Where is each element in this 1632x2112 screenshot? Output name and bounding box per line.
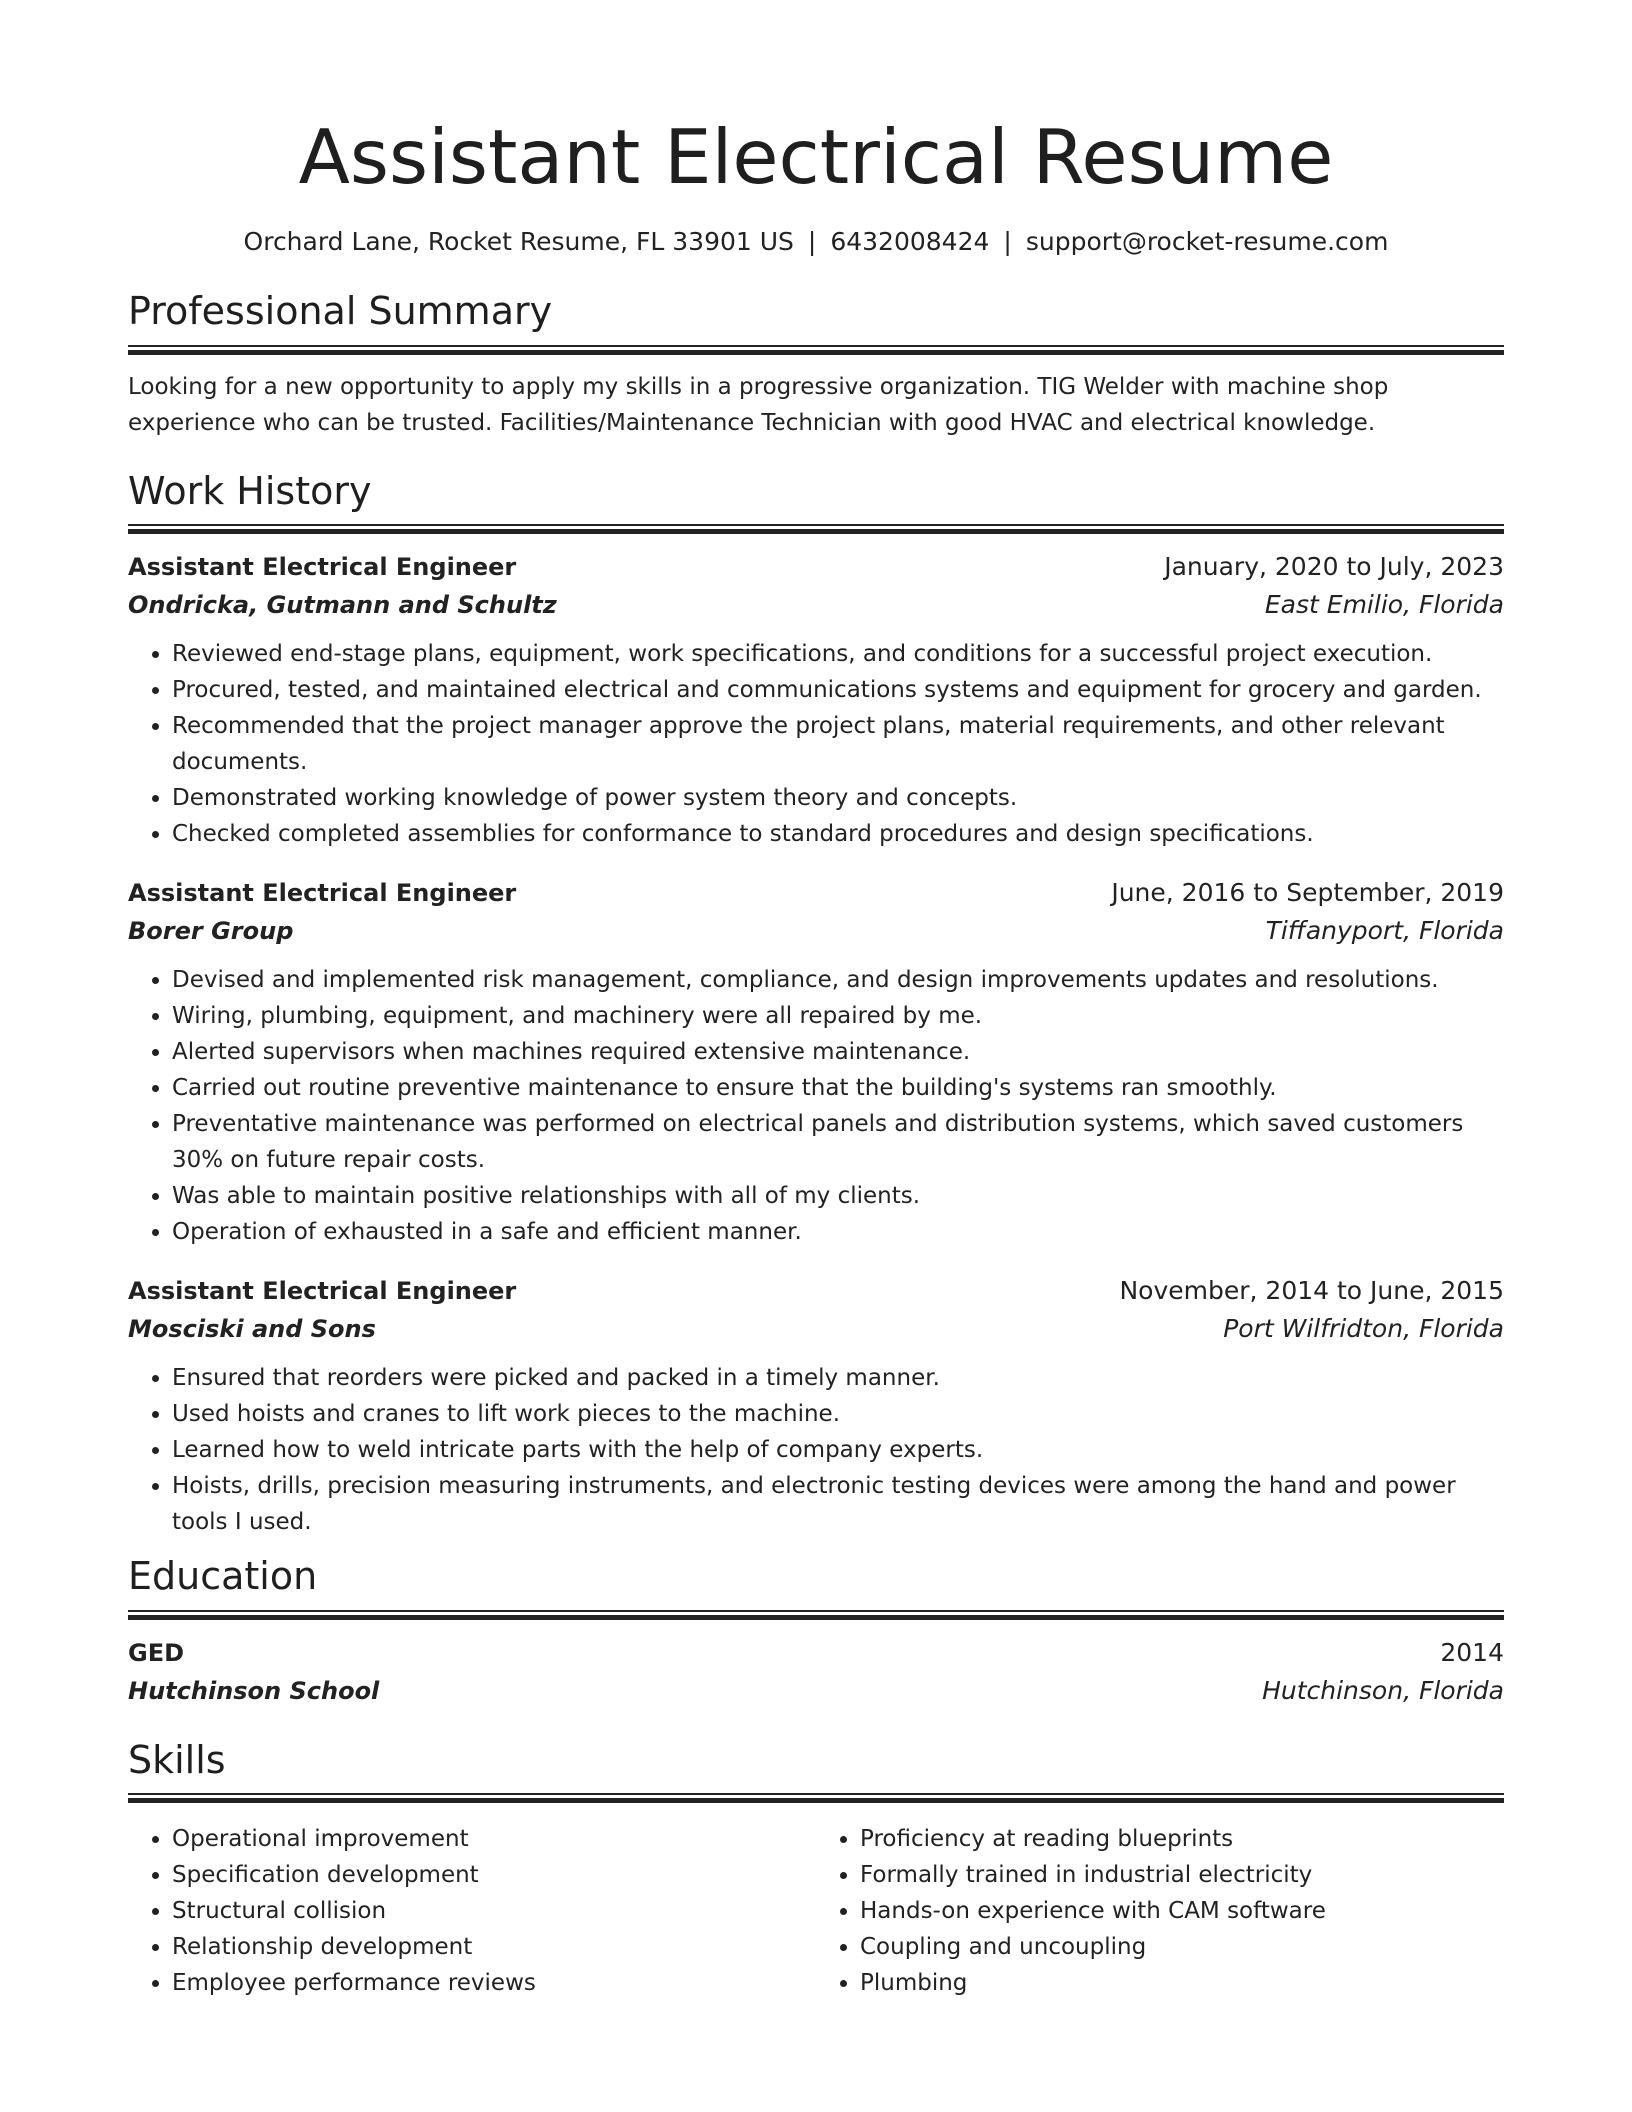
section-divider <box>128 1610 1504 1620</box>
education-section <box>128 1554 1504 1710</box>
contact-email[interactable]: support@rocket-resume.com <box>1025 227 1389 256</box>
job-header-row <box>128 874 1504 912</box>
section-heading-summary: Professional Summary <box>128 289 553 333</box>
job-bullet: • Learned how to weld intricate parts with the help of company experts. <box>172 1432 1504 1468</box>
job-bullet: • Demonstrated working knowledge of power system theory and concepts. <box>172 780 1504 816</box>
job-bullet: • Checked completed assemblies for conformance to standard procedures and design specifications. <box>172 816 1504 852</box>
skills-section <box>128 1738 1504 2002</box>
job-entry <box>128 548 1504 852</box>
section-divider <box>128 345 1504 355</box>
job-bullet: • Alerted supervisors when machines required extensive maintenance. <box>172 1034 1504 1070</box>
skills-list-left <box>128 1821 816 2001</box>
section-divider <box>128 1793 1504 1803</box>
job-header-row <box>128 1272 1504 1310</box>
job-bullet: • Was able to maintain positive relationships with all of my clients. <box>172 1178 1504 1214</box>
job-company: Borer Group <box>128 917 294 946</box>
job-bullet: • Wiring, plumbing, equipment, and machinery were all repaired by me. <box>172 998 1504 1034</box>
job-bullets <box>128 1360 1504 1540</box>
job-title: Assistant Electrical Engineer <box>128 553 517 582</box>
skills-columns <box>128 1817 1504 2001</box>
contact-line <box>128 224 1504 259</box>
section-heading-education: Education <box>128 1554 318 1599</box>
job-bullet: • Operation of exhausted in a safe and efficient manner. <box>172 1214 1504 1250</box>
job-bullet: • Devised and implemented risk management, compliance, and design improvements updates and resolutions. <box>172 962 1504 998</box>
education-location: Hutchinson, Florida <box>1262 1675 1504 1705</box>
job-bullet: • Ensured that reorders were picked and packed in a timely manner. <box>172 1360 1504 1396</box>
section-divider <box>128 524 1504 534</box>
job-location: East Emilio, Florida <box>1264 590 1504 620</box>
job-dates: November, 2014 to June, 2015 <box>1119 1276 1504 1306</box>
job-location: Tiffanyport, Florida <box>1265 916 1504 946</box>
skill-item: • Proficiency at reading blueprints <box>860 1821 1504 1857</box>
job-bullet: • Procured, tested, and maintained electrical and communications systems and equipment for grocery and garden. <box>172 672 1504 708</box>
job-entry <box>128 1272 1504 1540</box>
job-bullet: • Hoists, drills, precision measuring instruments, and electronic testing devices were among the hand and power tools I used. <box>172 1468 1504 1540</box>
job-dates: January, 2020 to July, 2023 <box>1164 552 1504 582</box>
education-header-row <box>128 1634 1504 1672</box>
job-bullet: • Used hoists and cranes to lift work pieces to the machine. <box>172 1396 1504 1432</box>
skills-list-right <box>816 1821 1504 2001</box>
section-heading-work: Work History <box>128 468 372 513</box>
skill-item: • Specification development <box>172 1857 816 1893</box>
skill-item: • Hands-on experience with CAM software <box>860 1893 1504 1929</box>
job-title: Assistant Electrical Engineer <box>128 879 517 908</box>
contact-phone[interactable]: 6432008424 <box>830 227 990 256</box>
education-school-row <box>128 1672 1504 1710</box>
contact-separator: | <box>1003 227 1012 256</box>
job-bullet: • Reviewed end-stage plans, equipment, work specifications, and conditions for a successful project execution. <box>172 636 1504 672</box>
job-company-row <box>128 912 1504 950</box>
job-bullet: • Carried out routine preventive maintenance to ensure that the building's systems ran smoothly. <box>172 1070 1504 1106</box>
job-company: Mosciski and Sons <box>128 1315 376 1344</box>
education-year: 2014 <box>1440 1637 1504 1667</box>
job-bullets <box>128 636 1504 852</box>
job-bullet: • Recommended that the project manager approve the project plans, material requirements, and other relevant documents. <box>172 708 1504 780</box>
job-location: Port Wilfridton, Florida <box>1223 1314 1504 1344</box>
job-header-row <box>128 548 1504 586</box>
skill-item: • Structural collision <box>172 1893 816 1929</box>
summary-text: Looking for a new opportunity to apply my skills in a progressive organization. TIG Welder with machine shop experience who can be trusted. Facilities/Maintenance Technician with good HVAC and electrical knowledge. <box>128 373 1389 436</box>
resume-title: Assistant Electrical Resume <box>298 113 1334 201</box>
job-bullets <box>128 962 1504 1250</box>
job-bullet: • Preventative maintenance was performed on electrical panels and distribution systems, which saved customers 30% on future repair costs. <box>172 1106 1504 1178</box>
work-history-section <box>128 469 1504 1541</box>
contact-address: Orchard Lane, Rocket Resume, FL 33901 US <box>243 227 794 256</box>
skill-item: • Relationship development <box>172 1929 816 1965</box>
job-company: Ondricka, Gutmann and Schultz <box>128 591 557 620</box>
skill-item: • Employee performance reviews <box>172 1965 816 2001</box>
job-entry <box>128 874 1504 1250</box>
education-school: Hutchinson School <box>128 1676 380 1705</box>
skill-item: • Formally trained in industrial electricity <box>860 1857 1504 1893</box>
skill-item: • Plumbing <box>860 1965 1504 2001</box>
skill-item: • Coupling and uncoupling <box>860 1929 1504 1965</box>
job-company-row <box>128 1310 1504 1348</box>
section-heading-skills: Skills <box>128 1737 226 1782</box>
summary-section <box>128 289 1504 441</box>
contact-separator: | <box>807 227 817 256</box>
skill-item: • Operational improvement <box>172 1821 816 1857</box>
education-degree: GED <box>128 1638 185 1667</box>
job-title: Assistant Electrical Engineer <box>128 1277 517 1306</box>
job-company-row <box>128 586 1504 624</box>
job-dates: June, 2016 to September, 2019 <box>1111 878 1504 908</box>
